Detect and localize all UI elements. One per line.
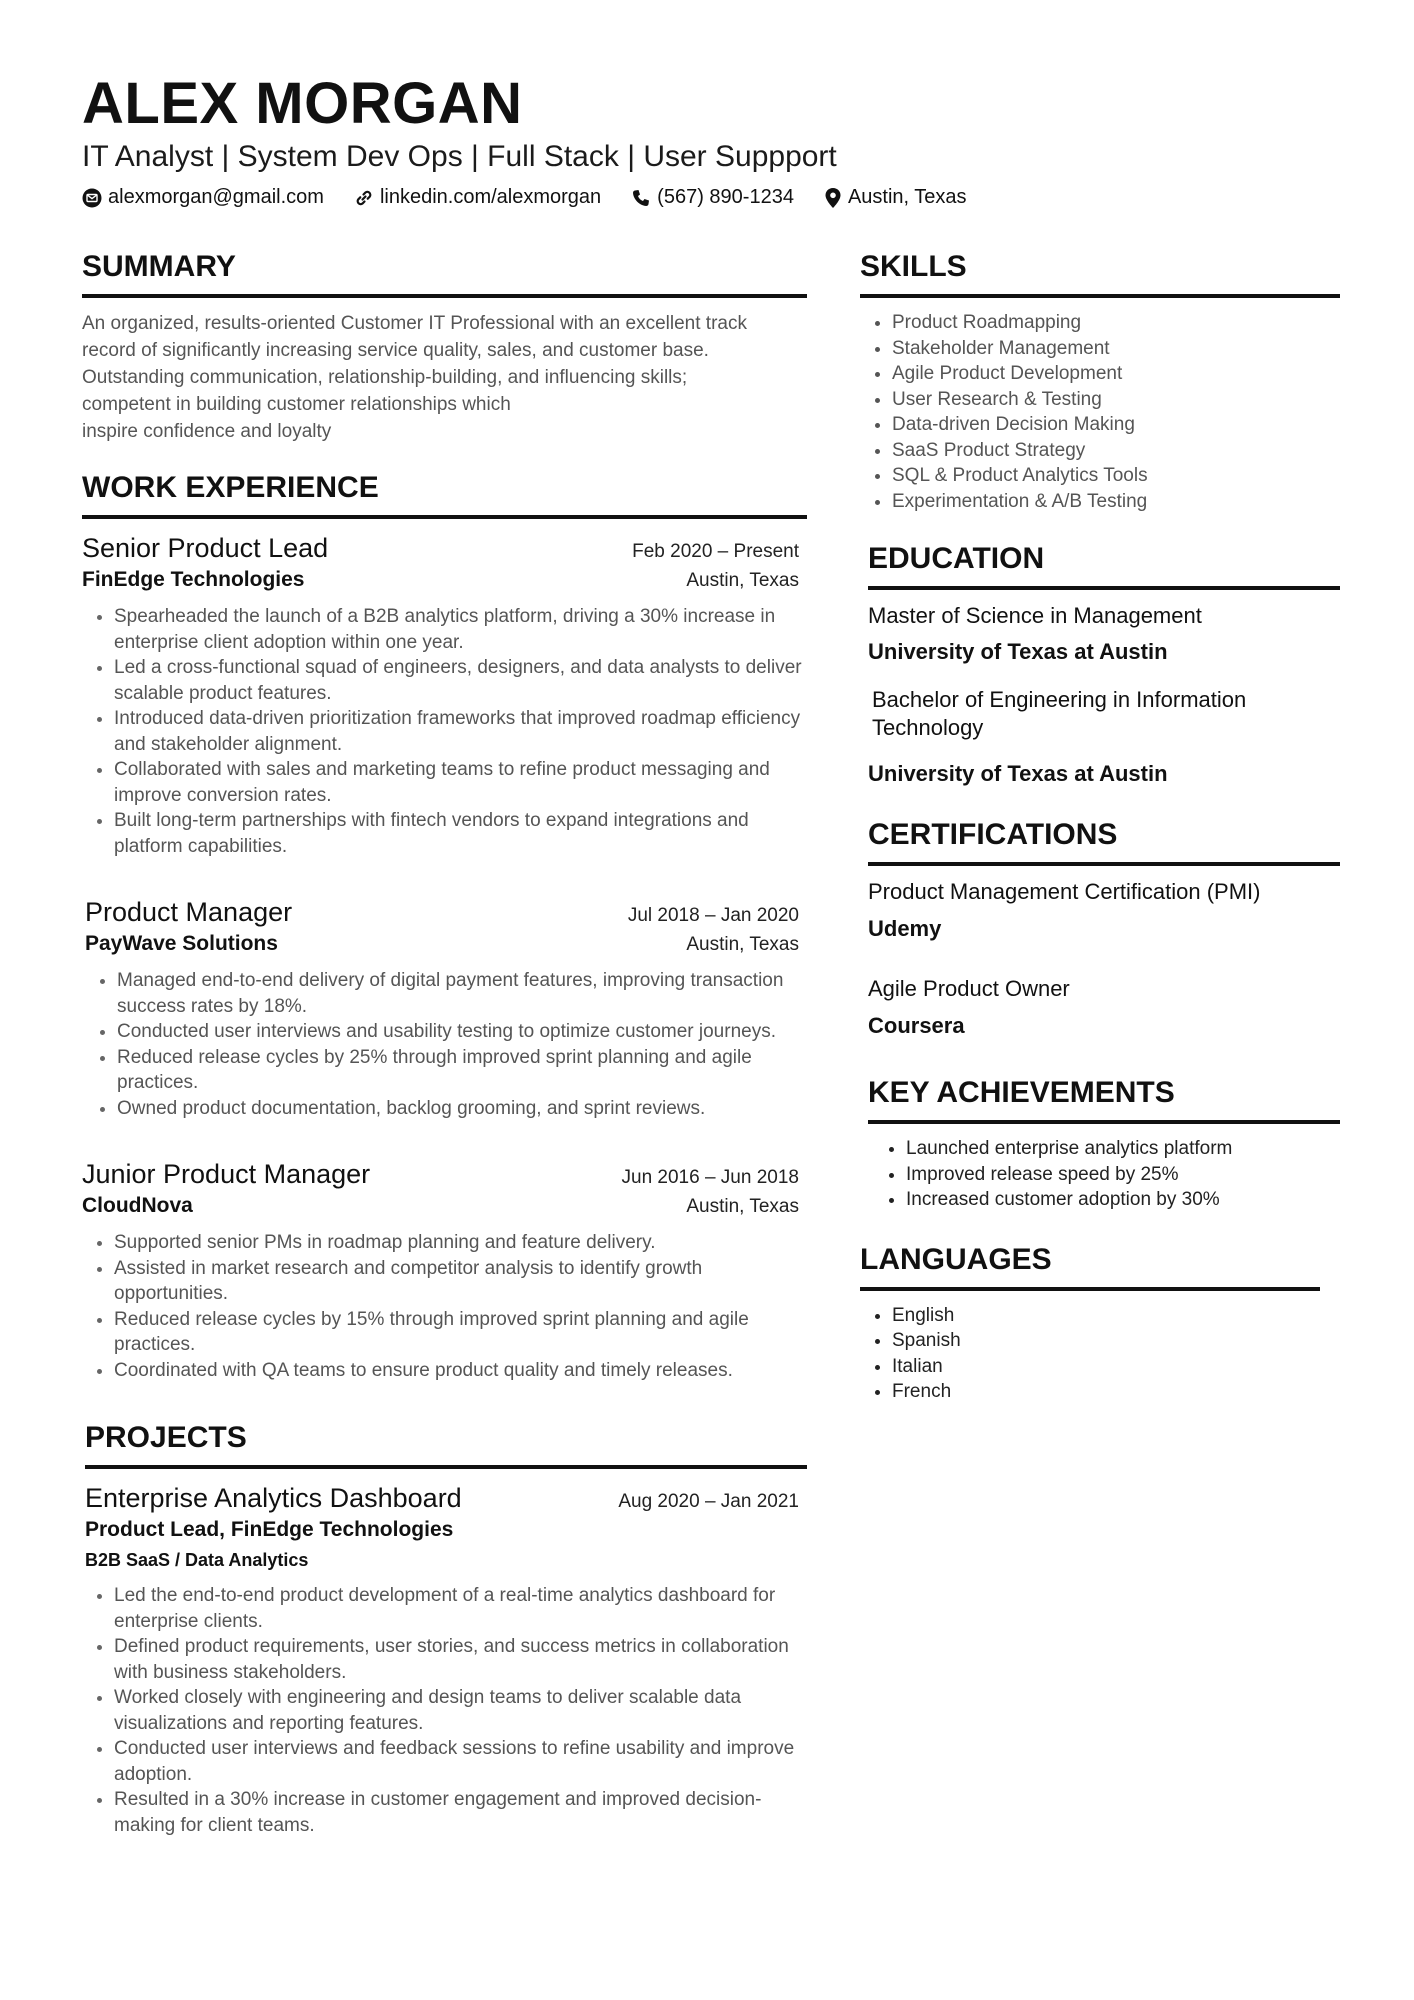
list-item: • Data-driven Decision Making [892,412,1340,438]
list-item: • Launched enterprise analytics platform [906,1136,1340,1162]
project-date: Aug 2020 – Jan 2021 [618,1491,799,1512]
list-item: • Increased customer adoption by 30% [906,1187,1340,1213]
job-location: Austin, Texas [686,1196,799,1217]
left-column [82,250,807,1838]
job-date: Feb 2020 – Present [632,541,799,562]
list-item: • Conducted user interviews and usability testing to optimize customer journeys. [117,1019,807,1045]
certification-name: Product Management Certification (PMI) [868,879,1261,904]
list-item: • Introduced data-driven prioritization frameworks that improved roadmap efficiency and stakeholder alignment. [114,706,807,757]
list-item: • Coordinated with QA teams to ensure product quality and timely releases. [114,1358,807,1384]
list-item: • Improved release speed by 25% [906,1162,1340,1188]
list-item: • Defined product requirements, user stories, and success metrics in collaboration with business stakeholders. [114,1634,807,1685]
languages-list [860,1303,1340,1405]
project-bullets [82,1583,807,1838]
school: University of Texas at Austin [868,761,1168,786]
list-item: • Resulted in a 30% increase in customer engagement and improved decision-making for client teams. [114,1787,807,1838]
project-role: Product Lead, FinEdge Technologies [85,1518,454,1541]
job-location: Austin, Texas [686,934,799,955]
job-location: Austin, Texas [686,570,799,591]
job-entry [82,897,807,1121]
skills-list [860,310,1340,514]
linkedin-text: linkedin.com/alexmorgan [379,186,602,208]
candidate-name: ALEX MORGAN [82,71,523,136]
link-icon [354,188,374,208]
contact-location [824,186,967,209]
list-item: • Italian [892,1354,1340,1380]
job-bullets [82,1230,807,1383]
summary-text [82,310,802,445]
list-item: • Built long-term partnerships with fintech vendors to expand integrations and platform capabilities. [114,808,807,859]
job-title: Junior Product Manager [82,1159,371,1189]
location-text: Austin, Texas [847,186,967,208]
education-section [860,542,1340,1213]
list-item: • Experimentation & A/B Testing [892,489,1340,515]
school: University of Texas at Austin [868,639,1168,664]
phone-icon [631,188,651,208]
job-date: Jun 2016 – Jun 2018 [621,1167,799,1188]
location-pin-icon [824,187,842,209]
list-item: • SaaS Product Strategy [892,438,1340,464]
summary-heading: SUMMARY [82,250,807,298]
list-item: • Conducted user interviews and feedback sessions to refine usability and improve adoption. [114,1736,807,1787]
certification-name: Agile Product Owner [868,976,1070,1001]
list-item: • Supported senior PMs in roadmap planning and feature delivery. [114,1230,807,1256]
list-item: • French [892,1379,1340,1405]
contact-phone[interactable] [631,186,794,209]
list-item: • Product Roadmapping [892,310,1340,336]
email-icon [82,188,102,208]
job-bullets [82,604,807,859]
list-item: • Reduced release cycles by 25% through improved sprint planning and agile practices. [117,1045,807,1096]
contact-bar [82,186,997,209]
projects-heading: PROJECTS [85,1421,807,1469]
list-item: • SQL & Product Analytics Tools [892,463,1340,489]
summary-line: inspire confidence and loyalty [82,421,332,442]
achievements-list [868,1136,1340,1213]
summary-line: record of significantly increasing service quality, sales, and customer base. [82,340,709,361]
summary-line: An organized, results-oriented Customer IT Professional with an excellent track [82,313,747,334]
summary-line: competent in building customer relationships which [82,394,511,415]
phone-text: (567) 890-1234 [657,186,794,208]
company-name: CloudNova [82,1194,193,1217]
project-entry [82,1483,807,1838]
contact-email[interactable] [82,186,324,209]
list-item: • Led the end-to-end product development of a real-time analytics dashboard for enterprise clients. [114,1583,807,1634]
education-heading: EDUCATION [868,542,1340,590]
company-name: FinEdge Technologies [82,568,305,591]
degree: Master of Science in Management [868,603,1202,628]
skills-heading: SKILLS [860,250,1340,298]
company-name: PayWave Solutions [85,932,278,955]
contact-linkedin[interactable] [354,186,601,209]
work-experience-heading: WORK EXPERIENCE [82,471,807,519]
list-item: • Reduced release cycles by 15% through improved sprint planning and agile practices. [114,1307,807,1358]
list-item: • Stakeholder Management [892,336,1340,362]
job-entry [82,533,807,859]
summary-line: Outstanding communication, relationship-building, and influencing skills; [82,367,688,388]
job-entry [82,1159,807,1383]
certification-issuer: Coursera [868,1013,965,1038]
list-item: • Agile Product Development [892,361,1340,387]
job-date: Jul 2018 – Jan 2020 [627,905,799,926]
headline: IT Analyst | System Dev Ops | Full Stack | User Suppport [82,140,837,173]
right-column [860,250,1340,1405]
degree: Bachelor of Engineering in Information Technology [872,687,1247,740]
list-item: • Worked closely with engineering and design teams to deliver scalable data visualizations and reporting features. [114,1685,807,1736]
job-bullets [85,968,807,1121]
certifications-heading: CERTIFICATIONS [868,818,1340,866]
project-title: Enterprise Analytics Dashboard [85,1483,462,1513]
list-item: • English [892,1303,1340,1329]
list-item: • Assisted in market research and competitor analysis to identify growth opportunities. [114,1256,807,1307]
list-item: • Spanish [892,1328,1340,1354]
list-item: • Managed end-to-end delivery of digital payment features, improving transaction success rates by 18%. [117,968,807,1019]
job-title: Product Manager [85,897,293,927]
list-item: • Led a cross-functional squad of engineers, designers, and data analysts to deliver scalable product features. [114,655,807,706]
list-item: • User Research & Testing [892,387,1340,413]
list-item: • Owned product documentation, backlog grooming, and sprint reviews. [117,1096,807,1122]
job-title: Senior Product Lead [82,533,329,563]
languages-heading: LANGUAGES [860,1243,1320,1291]
list-item: • Collaborated with sales and marketing teams to refine product messaging and improve conversion rates. [114,757,807,808]
certification-issuer: Udemy [868,916,942,941]
list-item: • Spearheaded the launch of a B2B analytics platform, driving a 30% increase in enterprise client adoption within one year. [114,604,807,655]
key-achievements-heading: KEY ACHIEVEMENTS [868,1076,1340,1124]
email-text: alexmorgan@gmail.com [108,186,324,208]
project-category: B2B SaaS / Data Analytics [85,1550,309,1570]
